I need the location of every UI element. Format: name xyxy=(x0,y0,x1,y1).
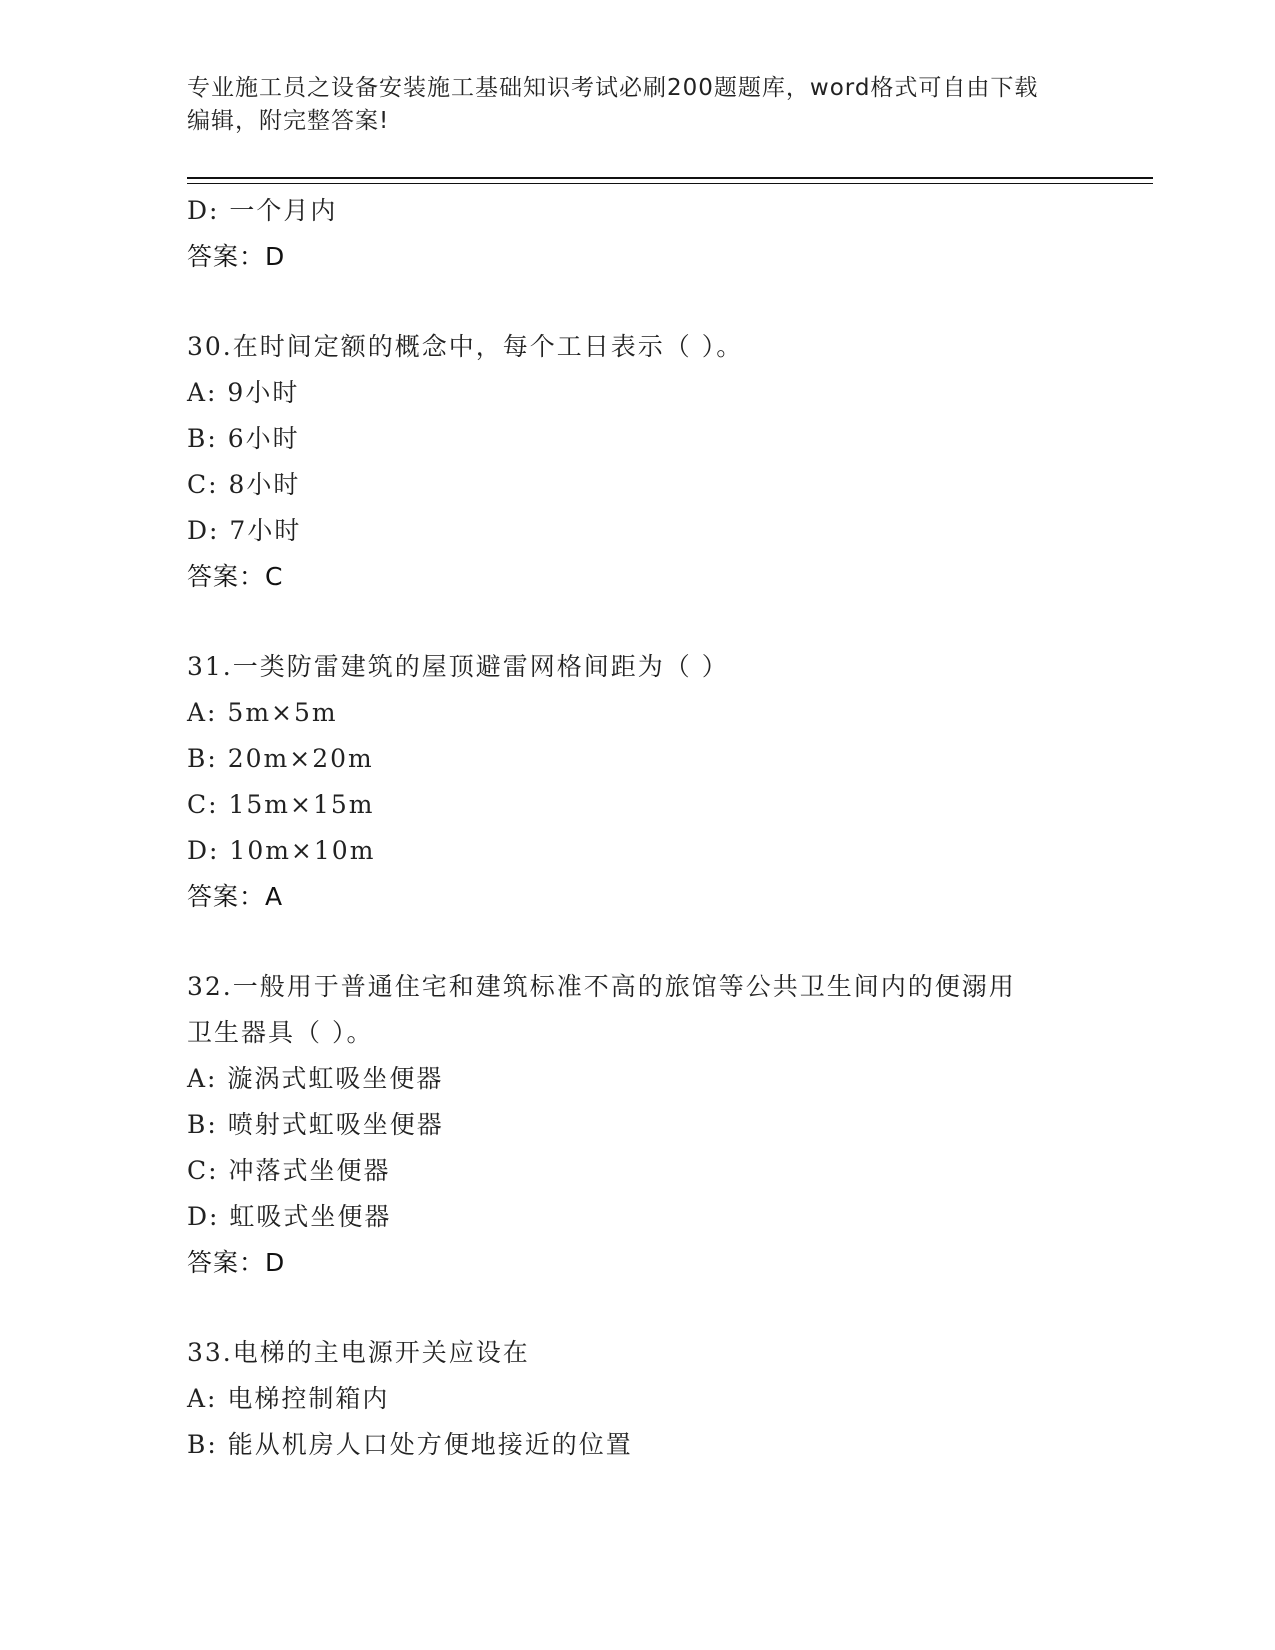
question-stem-line-2: 卫生器具（ ）。 xyxy=(187,1018,374,1047)
option-a: A: 电梯控制箱内 xyxy=(187,1384,390,1413)
answer-line: 答案：C xyxy=(187,562,284,591)
option-c: C: 冲落式坐便器 xyxy=(187,1156,391,1185)
option-b: B: 6小时 xyxy=(187,424,300,453)
option-c: C: 15m×15m xyxy=(187,790,375,819)
option-d: D: 一个月内 xyxy=(187,196,338,225)
header-divider-thin xyxy=(187,183,1153,184)
header-line-1: 专业施工员之设备安装施工基础知识考试必刷200题题库，word格式可自由下载 xyxy=(187,75,1039,101)
document-header xyxy=(187,72,1087,138)
option-a: A: 漩涡式虹吸坐便器 xyxy=(187,1064,444,1093)
option-d: D: 7小时 xyxy=(187,516,302,545)
option-b: B: 喷射式虹吸坐便器 xyxy=(187,1110,444,1139)
answer-line: 答案：D xyxy=(187,1248,286,1277)
option-b: B: 20m×20m xyxy=(187,744,374,773)
question-stem: 30.在时间定额的概念中，每个工日表示（ ）。 xyxy=(187,332,744,361)
question-33 xyxy=(187,1330,1117,1468)
header-divider-thick xyxy=(187,177,1153,179)
question-stem: 31.一类防雷建筑的屋顶避雷网格间距为（ ） xyxy=(187,652,729,681)
question-stem: 33.电梯的主电源开关应设在 xyxy=(187,1338,530,1367)
option-a: A: 5m×5m xyxy=(187,698,338,727)
answer-line: 答案：A xyxy=(187,882,284,911)
option-b: B: 能从机房人口处方便地接近的位置 xyxy=(187,1430,633,1459)
answer-line: 答案：D xyxy=(187,242,286,271)
option-a: A: 9小时 xyxy=(187,378,300,407)
option-c: C: 8小时 xyxy=(187,470,301,499)
question-stem-line-1: 32.一般用于普通住宅和建筑标准不高的旅馆等公共卫生间内的便溺用 xyxy=(187,972,1016,1001)
header-line-2: 编辑，附完整答案! xyxy=(187,108,390,134)
question-32 xyxy=(187,964,1117,1286)
question-list xyxy=(187,188,1117,1468)
question-30 xyxy=(187,324,1117,600)
option-d: D: 10m×10m xyxy=(187,836,376,865)
question-31 xyxy=(187,644,1117,920)
option-d: D: 虹吸式坐便器 xyxy=(187,1202,392,1231)
